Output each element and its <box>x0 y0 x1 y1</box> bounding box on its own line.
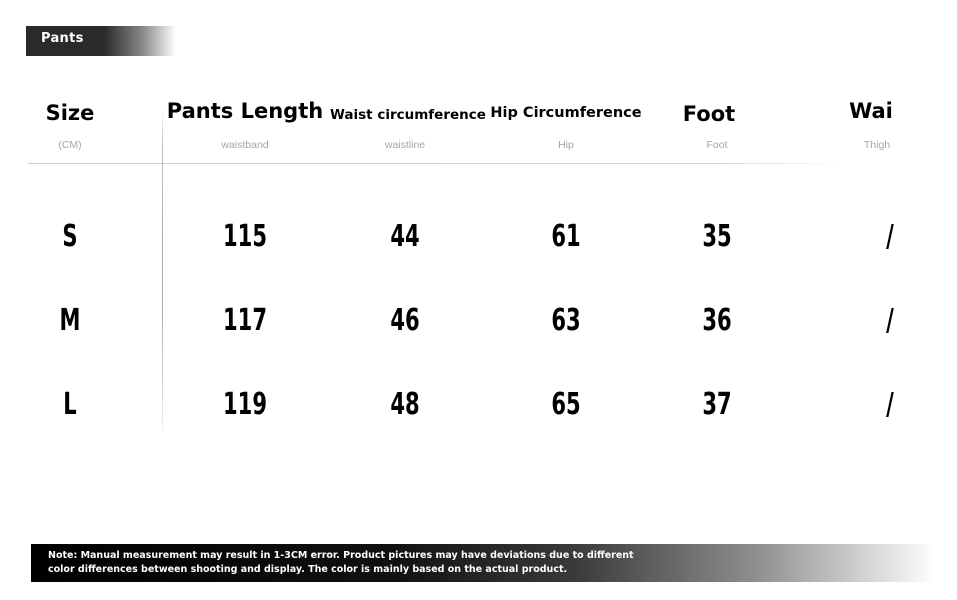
table-cell: / <box>886 219 894 254</box>
column-header: Hip Circumference <box>490 105 642 121</box>
column-subheader: waistband <box>221 139 269 151</box>
table-cell: 117 <box>223 303 267 338</box>
column-subheader: Thigh <box>863 139 891 151</box>
table-cell: 36 <box>702 303 732 338</box>
table-cell: / <box>886 387 894 422</box>
column-subheader: Hip <box>558 139 574 151</box>
table-cell: 46 <box>390 303 420 338</box>
column-header: Wai <box>849 99 893 123</box>
table-cell: M <box>59 303 81 338</box>
table-cell: S <box>62 219 78 254</box>
table-cell: 37 <box>702 387 732 422</box>
table-cell: 48 <box>390 387 420 422</box>
table-cell: 35 <box>702 219 732 254</box>
column-header: Waist circumference <box>330 107 486 123</box>
table-cell: 115 <box>223 219 267 254</box>
table-cell: 61 <box>551 219 581 254</box>
column-size <box>30 0 110 520</box>
disclaimer-line-2: color differences between shooting and display. The color is mainly based on the actual product. <box>48 564 568 575</box>
column-header: Pants Length <box>166 99 324 123</box>
column-header: Size <box>45 101 95 125</box>
disclaimer-text <box>48 549 634 577</box>
table-cell: 63 <box>551 303 581 338</box>
table-cell: / <box>886 303 894 338</box>
table-cell: 44 <box>390 219 420 254</box>
disclaimer-line-1: Note: Manual measurement may result in 1-3CM error. Product pictures may have deviations due to different <box>48 550 634 561</box>
column-header: Foot <box>682 102 736 126</box>
column-foot <box>662 0 772 520</box>
disclaimer-note <box>31 544 936 582</box>
table-cell: 119 <box>223 387 267 422</box>
column-waist <box>330 0 486 520</box>
column-subheader: (CM) <box>58 139 82 151</box>
size-column-divider <box>162 108 163 430</box>
column-subheader: waistline <box>384 139 426 151</box>
column-hip <box>490 0 642 520</box>
section-title: Pants <box>41 31 84 46</box>
column-subheader: Foot <box>706 139 728 151</box>
table-cell: L <box>63 387 77 422</box>
column-pants-length <box>165 0 325 520</box>
table-cell: 65 <box>551 387 581 422</box>
column-thigh <box>830 0 920 520</box>
